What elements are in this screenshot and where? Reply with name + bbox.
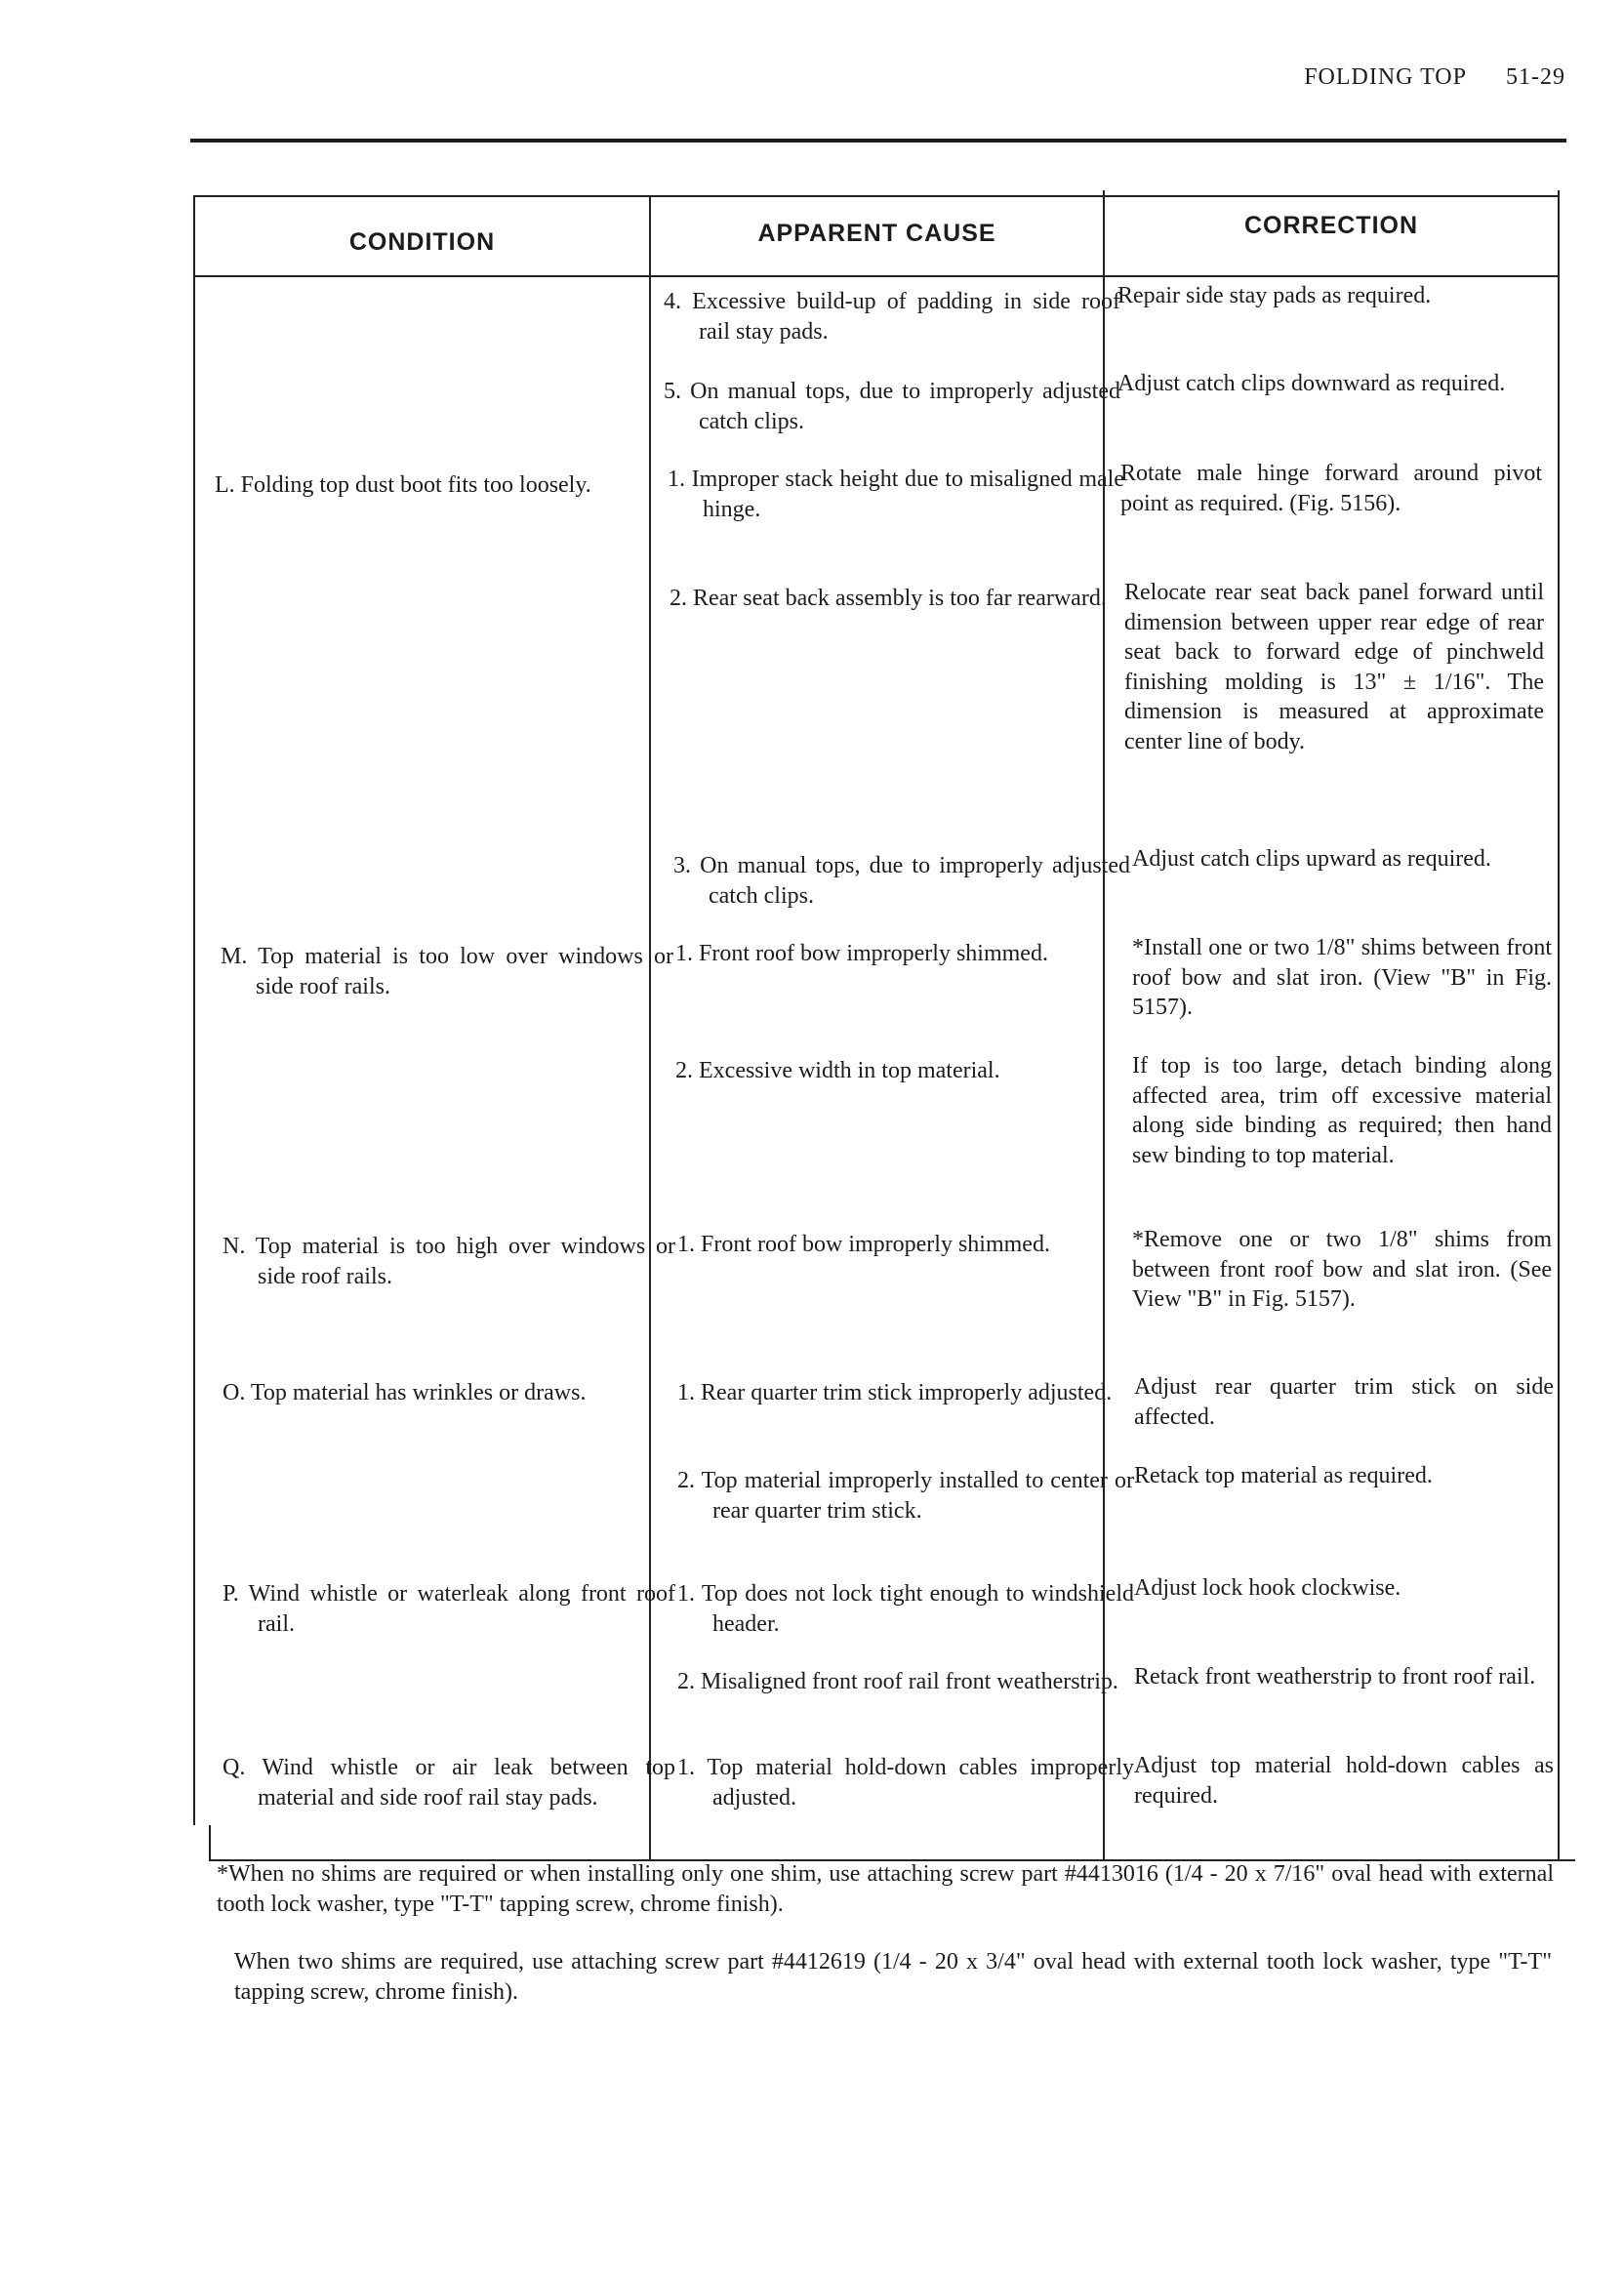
cause-cell: 3. On manual tops, due to improperly adjusted catch clips. [673,853,1130,909]
correction-cell: *Remove one or two 1/8" shims from between front roof bow and slat iron. (See View "B" in Fig. 5157). [1132,1227,1552,1312]
correction-cell: Adjust rear quarter trim stick on side affected. [1134,1374,1554,1430]
cause-cell: 1. Improper stack height due to misaligned male hinge. [668,467,1124,522]
correction-cell: Relocate rear seat back panel forward until dimension between upper rear edge of rear seat back to forward edge of pinchweld finishing molding is 13" ± 1/16". The dimension is measured at approximate center line of body. [1124,580,1544,754]
correction-cell: Adjust top material hold-down cables as required. [1134,1753,1554,1809]
cause-cell: 1. Top does not lock tight enough to windshield header. [677,1581,1134,1637]
correction-cell: Retack top material as required. [1134,1463,1433,1488]
cause-cell: 1. Front roof bow improperly shimmed. [675,941,1048,966]
correction-cell: Adjust lock hook clockwise. [1134,1575,1401,1601]
cause-cell: 1. Top material hold-down cables improperly adjusted. [677,1755,1134,1811]
cause-cell: 2. Misaligned front roof rail front weatherstrip. [677,1669,1118,1694]
correction-cell: Rotate male hinge forward around pivot point as required. (Fig. 5156). [1120,461,1542,516]
table-left-border-lower [209,1825,211,1861]
header-apparent-cause: APPARENT CAUSE [757,220,996,247]
correction-cell: Adjust catch clips downward as required. [1117,371,1506,396]
condition-cell: Q. Wind whistle or air leak between top material and side roof rail stay pads. [223,1755,675,1811]
condition-cell: O. Top material has wrinkles or draws. [223,1380,587,1405]
cause-cell: 1. Front roof bow improperly shimmed. [677,1232,1050,1257]
condition-cell: L. Folding top dust boot fits too loosely. [215,472,591,498]
table-right-border [1558,190,1560,1861]
correction-cell: If top is too large, detach binding along affected area, trim off excessive material along side binding as required; then hand sew binding to top material. [1132,1053,1552,1168]
table-top-border [193,195,1560,197]
footnote-single-shim: *When no shims are required or when installing only one shim, use attaching screw part #4413016 (1/4 - 20 x 7/16" oval head with external tooth lock washer, type "T-T" tapping screw, chrome finish). [217,1861,1554,1917]
condition-cell: M. Top material is too low over windows or side roof rails. [221,944,673,999]
correction-cell: *Install one or two 1/8" shims between front roof bow and slat iron. (View "B" in Fig. 5157). [1132,935,1552,1020]
cause-cell: 5. On manual tops, due to improperly adjusted catch clips. [664,379,1120,434]
cause-cell: 2. Top material improperly installed to center or rear quarter trim stick. [677,1468,1134,1524]
condition-cell: P. Wind whistle or waterleak along front roof rail. [223,1581,675,1637]
footnote-two-shims: When two shims are required, use attaching screw part #4412619 (1/4 - 20 x 3/4" oval head with external tooth lock washer, type "T-T" tapping screw, chrome finish). [234,1949,1552,2005]
table-header-divider [193,275,1560,277]
table-left-border [193,195,195,1825]
section-title: FOLDING TOP [1304,64,1467,90]
cause-cell: 2. Excessive width in top material. [675,1058,1000,1083]
condition-cell: N. Top material is too high over windows or side roof rails. [223,1234,675,1289]
header-rule [190,139,1566,142]
cause-cell: 4. Excessive build-up of padding in side roof rail stay pads. [664,289,1120,345]
page-header [1304,64,1565,91]
cause-cell: 2. Rear seat back assembly is too far rearward. [670,586,1107,611]
correction-cell: Retack front weatherstrip to front roof rail. [1134,1664,1536,1690]
cause-cell: 1. Rear quarter trim stick improperly adjusted. [677,1380,1113,1405]
header-correction: CORRECTION [1243,212,1419,239]
page-number: 51-29 [1506,64,1565,90]
correction-cell: Adjust catch clips upward as required. [1132,846,1491,872]
correction-cell: Repair side stay pads as required. [1117,283,1432,308]
header-condition: CONDITION [348,228,496,256]
